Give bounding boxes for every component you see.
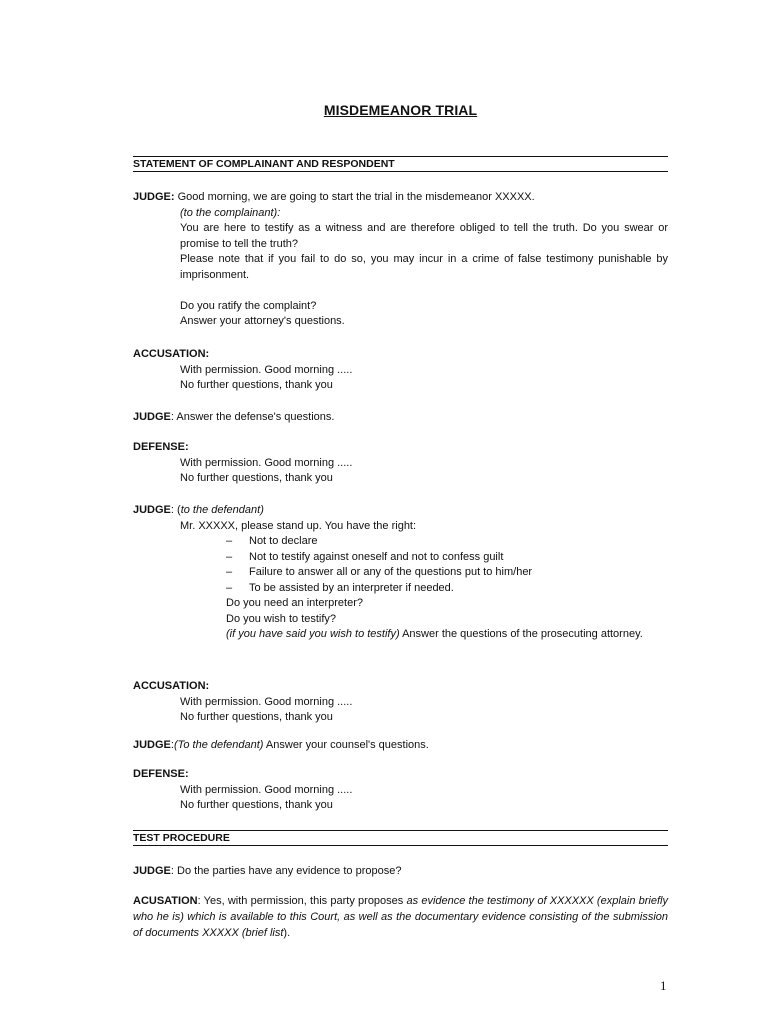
accusation-block xyxy=(133,347,668,394)
speech-line: With permission. Good morning ..... xyxy=(180,783,353,796)
speech-paragraph xyxy=(133,627,668,643)
defense-block xyxy=(133,440,668,487)
speech-line: No further questions, thank you xyxy=(180,379,333,391)
page-number: 1 xyxy=(660,978,667,993)
section-heading-test-procedure: TEST PROCEDURE xyxy=(133,830,668,846)
speech-text: : Do the parties have any evidence to propose? xyxy=(170,865,402,877)
rights-list-item: – To be assisted by an interpreter if needed. xyxy=(133,581,668,597)
speech-line: With permission. Good morning ..... xyxy=(180,363,353,376)
speech-line: Do you ratify the complaint? xyxy=(180,299,317,312)
dash-bullet: – xyxy=(226,566,233,578)
judge-block xyxy=(133,738,668,754)
speech-line: No further questions, thank you xyxy=(180,711,333,723)
judge-opening-block xyxy=(133,190,668,330)
stage-direction: (to the complainant): xyxy=(180,206,281,219)
stage-direction: (To the defendant) xyxy=(173,739,264,751)
document-page xyxy=(133,0,668,1024)
section-heading-statement: STATEMENT OF COMPLAINANT AND RESPONDENT xyxy=(133,156,668,172)
page-title: MISDEMEANOR TRIAL xyxy=(323,102,478,118)
judge-defendant-block xyxy=(133,503,668,643)
speaker-label: DEFENSE: xyxy=(133,768,189,780)
speech-text: Answer your counsel's questions. xyxy=(263,739,429,751)
speaker-label: JUDGE xyxy=(133,739,171,751)
stage-direction: (if you have said you wish to testify) xyxy=(226,628,400,640)
rights-list-item: – Failure to answer all or any of the questions put to him/her xyxy=(133,565,668,581)
speech-line: Do you need an interpreter? xyxy=(226,597,363,609)
dash-bullet: – xyxy=(226,550,233,563)
speech-text: Answer the questions of the prosecuting attorney. xyxy=(399,628,643,640)
oath-paragraph: You are here to testify as a witness and are therefore obliged to tell the truth. Do you swear or promise to tell the truth? xyxy=(180,222,668,250)
defense-block xyxy=(133,767,668,814)
judge-block xyxy=(133,410,668,426)
warning-paragraph: Please note that if you fail to do so, you may incur in a crime of false testimony punishable by imprisonment. xyxy=(180,253,668,281)
speaker-label: ACCUSATION: xyxy=(133,680,210,692)
speaker-label: JUDGE xyxy=(133,865,171,877)
speech-line: No further questions, thank you xyxy=(180,799,333,811)
rights-list-item: – Not to declare xyxy=(133,534,668,550)
speech-line: Mr. XXXXX, please stand up. You have the right: xyxy=(180,519,417,532)
accusation-block xyxy=(133,679,668,726)
judge-block xyxy=(133,864,668,880)
speech-text: ). xyxy=(283,927,291,939)
speaker-label: JUDGE: xyxy=(133,191,175,203)
speaker-label: ACUSATION xyxy=(133,895,198,907)
speech-text: : xyxy=(170,739,174,751)
speaker-label: ACCUSATION: xyxy=(133,348,210,360)
speaker-label: DEFENSE: xyxy=(133,441,189,453)
speech-line: Answer your attorney's questions. xyxy=(180,315,345,327)
speech-text: Good morning, we are going to start the trial in the misdemeanor XXXXX. xyxy=(174,191,535,203)
speaker-label: JUDGE xyxy=(133,411,171,423)
acusation-evidence-paragraph xyxy=(133,893,668,941)
speaker-label: JUDGE xyxy=(133,504,171,516)
rights-list-item: – Not to testify against oneself and not to confess guilt xyxy=(133,550,668,566)
evidence-description: as evidence the testimony of XXXXXX (explain briefly who he is) which is available to this Court, as well as the documentary evidence consisting of the submission of documents XXXXX (brief list xyxy=(133,895,668,939)
dash-bullet: – xyxy=(226,581,233,594)
dash-bullet: – xyxy=(226,535,233,547)
speech-line: With permission. Good morning ..... xyxy=(180,456,353,469)
speech-text: : ( xyxy=(170,504,181,516)
speech-line: With permission. Good morning ..... xyxy=(180,695,353,708)
speech-text: : Yes, with permission, this party proposes xyxy=(197,895,407,907)
speech-line: Do you wish to testify? xyxy=(226,612,337,625)
stage-direction: to the defendant) xyxy=(180,504,264,516)
speech-line: No further questions, thank you xyxy=(180,472,333,484)
speech-text: : Answer the defense's questions. xyxy=(170,411,335,423)
